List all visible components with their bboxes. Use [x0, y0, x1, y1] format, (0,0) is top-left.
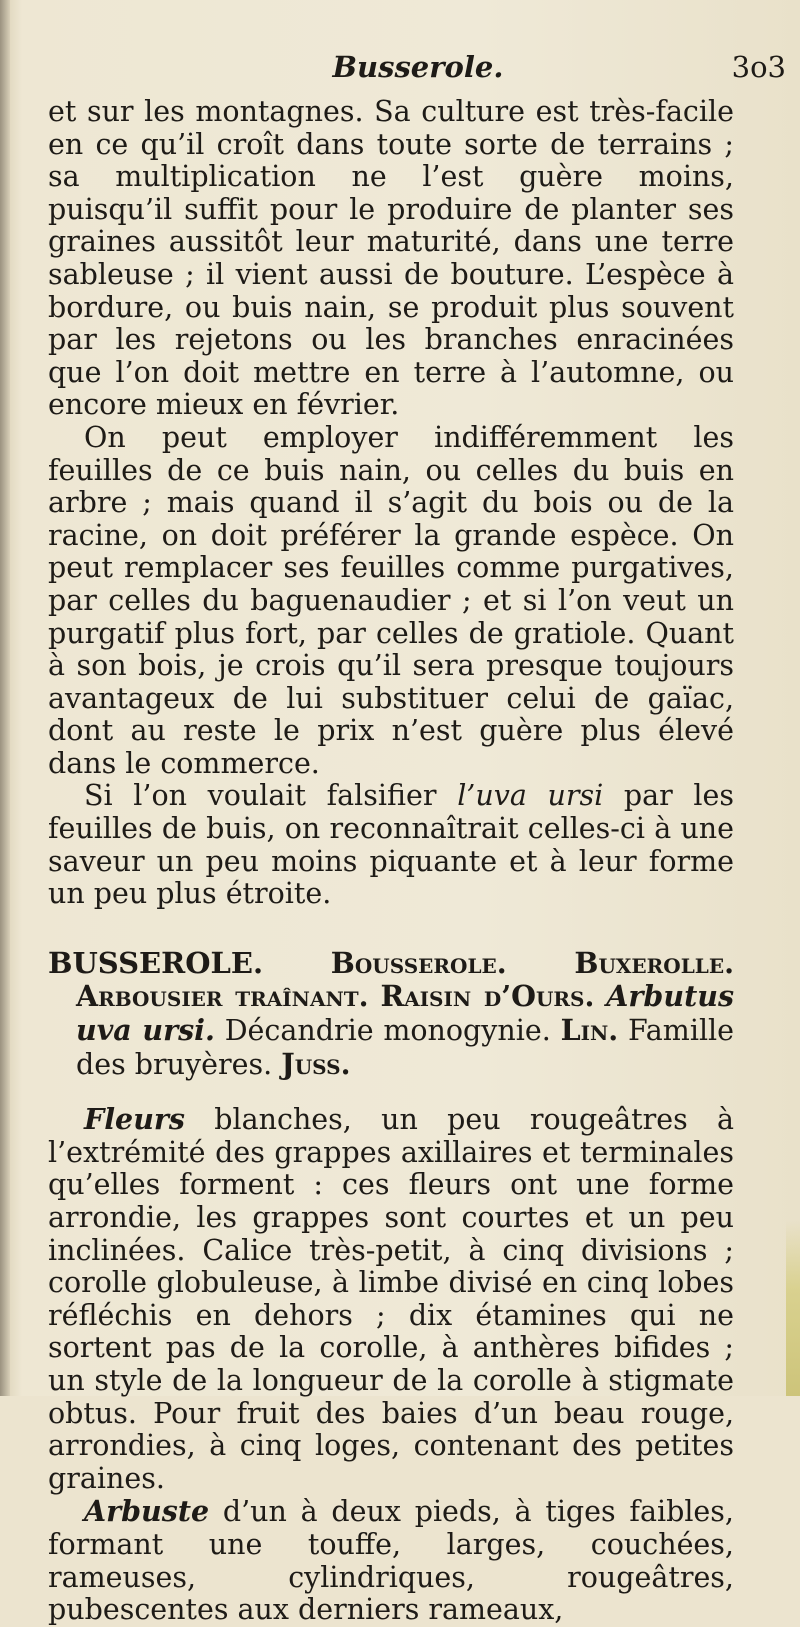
- description-flowers: [48, 1103, 734, 1495]
- latin-name: Arbutus uva ursi.: [76, 979, 735, 1048]
- book-spine-shadow: [0, 0, 10, 1396]
- spacer: [48, 1081, 734, 1103]
- classification: Décandrie monogynie.: [224, 1014, 551, 1048]
- description-shrub: [48, 1495, 734, 1626]
- page-edge-stain: [786, 1220, 800, 1396]
- page-text: [48, 96, 734, 1627]
- author-2: Juss.: [281, 1046, 351, 1081]
- paragraph-3-end: par les feuilles de buis, on reconnaîtrait celles-ci à une saveur un peu moins piquante et à leur forme un peu plus étroite.: [48, 779, 735, 911]
- paragraph-1: et sur les montagnes. Sa culture est très-facile en ce qu’il croît dans toute sorte de terrains ; sa multiplication ne l’est guère moins, puisqu’il suffit pour le produire de planter ses graines aussitôt leur maturité, dans une terre sableuse ; il vient aussi de bouture. L’espèce à bordure, ou buis nain, se produit plus souvent par les rejetons ou les branches enracinées que l’on doit mettre en terre à l’automne, ou encore mieux en février.: [48, 95, 734, 422]
- page-header: [48, 50, 796, 90]
- synonym-4: Raisin d’Ours.: [380, 979, 595, 1014]
- dictionary-entry-heading: [48, 947, 734, 1081]
- shrub-label: Arbuste: [84, 1494, 210, 1529]
- author-1: Lin.: [560, 1013, 619, 1048]
- paragraph-3-start: Si l’on voulait falsifier: [84, 779, 458, 813]
- paragraph-2: On peut employer indifféremment les feuilles de ce buis nain, ou celles du buis en arbre ; mais quand il s’agit du bois ou de la racine, on doit préférer la grande espèce. On peut remplacer ses feuilles comme purgatives, par celles du baguenaudier ; et si l’on veut un purgatif plus fort, par celles de gratiole. Quant à son bois, je crois qu’il sera presque toujours avantageux de lui substituer celui de gaïac, dont au reste le prix n’est guère plus élevé dans le commerce.: [48, 420, 734, 780]
- synonym-3: Arbousier traînant.: [76, 979, 369, 1014]
- shrub-text: d’un à deux pieds, à tiges faibles, formant une touffe, larges, couchées, rameuses, cylindriques, rougeâtres, pubescentes aux derniers rameaux,: [48, 1495, 734, 1627]
- paragraph-3-latin: l’uva ursi: [457, 779, 604, 813]
- flowers-text: blanches, un peu rougeâtres à l’extrémité des grappes axillaires et terminales qu’elles forment : ces fleurs ont une forme arrondie, les grappes sont courtes et un peu inclinées. Calice très-petit, à cinq divisions ; corolle globuleuse, à limbe divisé en cinq lobes réfléchis en dehors ; dix étamines qui ne sortent pas de la corolle, à anthères bifides ; un style de la longueur de la corolle à stigmate obtus. Pour fruit des baies d’un beau rouge, arrondies, à cinq loges, contenant des petites graines.: [48, 1103, 734, 1495]
- page-number: 3o3: [731, 50, 786, 84]
- headword: BUSSEROLE.: [48, 945, 264, 980]
- paragraph-3: [48, 780, 734, 910]
- running-title: Busserole.: [332, 50, 504, 84]
- synonym-1: Bousserole.: [330, 945, 507, 980]
- flowers-label: Fleurs: [84, 1102, 185, 1137]
- synonym-2: Buxerolle.: [574, 945, 735, 980]
- family: Famille des bruyères.: [76, 1014, 735, 1081]
